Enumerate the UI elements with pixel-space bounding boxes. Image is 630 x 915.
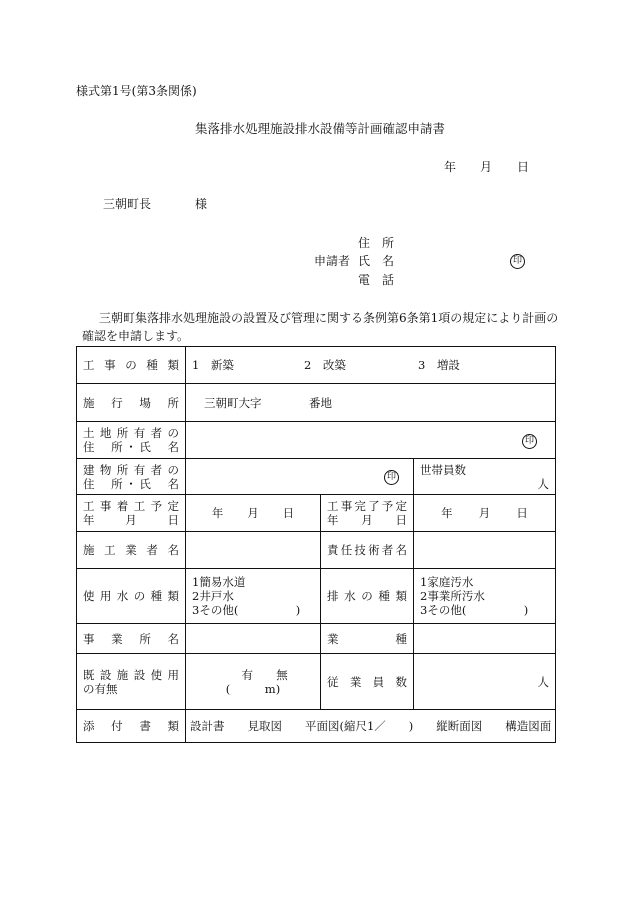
building-owner-label <box>77 459 186 495</box>
row-attachments <box>77 710 556 743</box>
row-office <box>77 624 556 654</box>
employees-value[interactable] <box>414 654 556 710</box>
employees-unit: 人 <box>537 674 549 689</box>
water-use-opt3[interactable]: 3その他( ) <box>192 603 301 617</box>
engineer-value[interactable] <box>414 532 556 569</box>
finish-date-label <box>321 495 414 532</box>
body-text-line2: 確認を申請します。 <box>82 329 190 343</box>
finish-date-label-line1: 工事完了予定 <box>327 499 407 513</box>
office-value[interactable] <box>186 624 321 654</box>
date-year: 年 <box>444 160 457 174</box>
finish-month: 月 <box>478 506 491 520</box>
water-use-opt2[interactable]: 2井戸水 <box>192 589 234 603</box>
existing-yes[interactable]: 有 <box>241 667 253 682</box>
existing-facility-value[interactable] <box>186 654 321 710</box>
drainage-opt3[interactable]: 3その他( ) <box>420 603 529 617</box>
work-type-label: 工事の種類 <box>77 347 186 384</box>
business-label: 業種 <box>321 624 414 654</box>
applicant-seal-icon: 印 <box>510 254 525 269</box>
land-owner-label-line1: 土地所有者の <box>83 426 179 440</box>
site-banchi: 番地 <box>309 395 332 410</box>
work-type-rebuild[interactable]: 2 改築 <box>304 358 346 372</box>
start-month: 月 <box>247 506 259 520</box>
engineer-label: 責任技術者名 <box>321 532 414 569</box>
finish-date-value[interactable] <box>414 495 556 532</box>
building-owner-value[interactable] <box>186 459 414 495</box>
contractor-label: 施工業者名 <box>77 532 186 569</box>
finish-day: 日 <box>516 506 528 520</box>
addressee: 三朝町長 <box>103 197 152 211</box>
water-use-options[interactable] <box>186 569 321 624</box>
existing-facility-label-line1: 既設施設使用 <box>83 667 179 682</box>
site-town: 三朝町大字 <box>204 395 262 410</box>
site-value[interactable] <box>186 384 556 422</box>
office-label: 事業所名 <box>77 624 186 654</box>
start-date-label-line2: 年 月 日 <box>83 513 179 527</box>
building-owner-label-line2: 住 所・氏 名 <box>83 476 179 491</box>
existing-facility-label <box>77 654 186 710</box>
row-contractor <box>77 532 556 569</box>
honorific: 様 <box>195 197 208 211</box>
start-year: 年 <box>211 506 224 520</box>
work-type-new[interactable]: 1 新築 <box>192 358 234 372</box>
contractor-value[interactable] <box>186 532 321 569</box>
document-title: 集落排水処理施設排水設備等計画確認申請書 <box>195 121 446 136</box>
start-date-label <box>77 495 186 532</box>
household-count-cell[interactable] <box>414 459 556 495</box>
body-text-line1: 三朝町集落排水処理施設の設置及び管理に関する条例第6条第1項の規定により計画の <box>99 311 559 325</box>
work-type-extension[interactable]: 3 増設 <box>418 358 460 372</box>
start-date-label-line1: 工事着工予定 <box>83 499 179 513</box>
row-building-owner <box>77 459 556 495</box>
work-type-options[interactable] <box>186 347 556 384</box>
drainage-opt2[interactable]: 2事業所汚水 <box>420 589 485 603</box>
water-use-label: 使用水の種類 <box>77 569 186 624</box>
applicant-name-label: 氏 名 <box>358 254 395 268</box>
row-schedule <box>77 495 556 532</box>
business-value[interactable] <box>414 624 556 654</box>
date-month: 月 <box>480 160 493 174</box>
finish-date-label-line2: 年 月 日 <box>327 513 407 527</box>
form-number: 様式第1号(第3条関係) <box>76 84 197 98</box>
start-day: 日 <box>282 506 295 520</box>
existing-length[interactable]: ( m) <box>225 681 281 696</box>
land-owner-label <box>77 422 186 459</box>
applicant-label: 申請者 <box>314 254 351 268</box>
employees-label: 従業員数 <box>321 654 414 710</box>
existing-facility-label-line2: の有無 <box>83 681 118 696</box>
row-water <box>77 569 556 624</box>
household-count-unit: 人 <box>537 476 549 491</box>
application-form-table <box>76 346 556 743</box>
drainage-options[interactable] <box>414 569 556 624</box>
row-work-type <box>77 347 556 384</box>
applicant-phone-label: 電 話 <box>358 273 395 287</box>
land-owner-value[interactable] <box>186 422 556 459</box>
drainage-label: 排水の種類 <box>321 569 414 624</box>
land-owner-seal-icon: 印 <box>522 434 537 449</box>
water-use-opt1[interactable]: 1簡易水道 <box>192 575 246 589</box>
building-owner-label-line1: 建物所有者の <box>83 462 179 477</box>
existing-no[interactable]: 無 <box>276 667 288 682</box>
row-existing <box>77 654 556 710</box>
row-site <box>77 384 556 422</box>
site-label: 施行場所 <box>77 384 186 422</box>
land-owner-label-line2: 住 所・氏 名 <box>83 440 179 454</box>
date-day: 日 <box>517 160 530 174</box>
building-owner-seal-icon: 印 <box>384 470 399 485</box>
attachments-list: 設計書 見取図 平面図(縮尺1／ ) 縦断面図 構造図面 <box>186 710 556 743</box>
applicant-address-label: 住 所 <box>358 236 395 250</box>
attachments-label: 添付書類 <box>77 710 186 743</box>
drainage-opt1[interactable]: 1家庭汚水 <box>420 575 474 589</box>
household-count-label: 世帯員数 <box>420 462 466 477</box>
start-date-value[interactable] <box>186 495 321 532</box>
finish-year: 年 <box>441 506 453 520</box>
row-land-owner <box>77 422 556 459</box>
